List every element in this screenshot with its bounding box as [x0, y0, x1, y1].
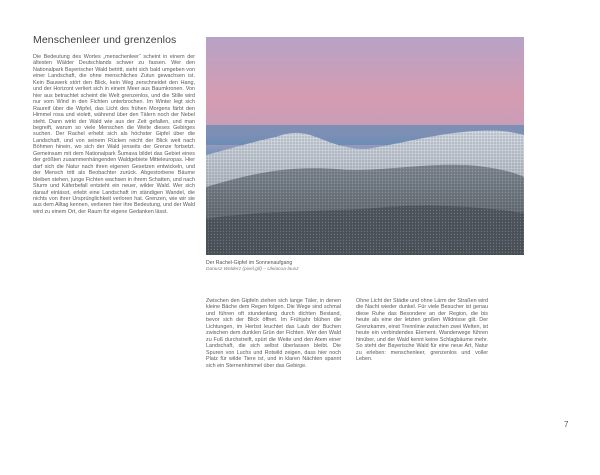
landscape-photo — [206, 37, 524, 255]
body-text-column-right — [356, 298, 488, 382]
body-paragraph: Zwischen den Gipfeln ziehen sich lange Täler, in denen kleine Bäche dem Regen folgen. Die Wege sind schmal und führen oft stundenlang durch dichten Bestand, bevor sich der Blick öffnet. Im Frühjahr blühen die Lichtungen, im Herbst leuchtet das Laub der Buchen zwischen dem dunklen Grün der Fichten. Wer den Wald zu Fuß durchstreift, spürt die Weite und den Atem einer Landschaft, die sich selbst überlassen bleibt. Die Spuren von Luchs und Rotwild zeigen, dass hier noch Platz für wilde Tiere ist, und in klaren Nächten spannt sich ein Sternenhimmel über das Gebirge. — [206, 298, 341, 369]
photo-credit: Dariusz Walderz (pixel,gif) – Uleiacoa-lausz — [206, 266, 299, 272]
photo-caption-block — [206, 260, 406, 273]
photo-caption: Der Rachel-Gipfel im Sonnenaufgang — [206, 260, 293, 266]
page-number: 7 — [564, 420, 569, 429]
body-text-column-middle — [206, 298, 341, 382]
body-paragraph: Ohne Licht der Städte und ohne Lärm der Straßen wird die Nacht wieder dunkel. Für viele Besucher ist genau diese Ruhe das Besondere an der Region, die bis heute als eine der letzten großen Wildnisse gilt. Der Grenzkamm, einst Trennlinie zwischen zwei Welten, ist heute ein verbindendes Element. Wanderwege führen hinüber, und der Wald kennt keine Schlagbäume mehr. So steht der Bayerische Wald für eine neue Art, Natur zu erleben: menschenleer, grenzenlos und voller Leben. — [356, 298, 488, 363]
body-text-column-left — [33, 54, 195, 382]
body-paragraph: Die Bedeutung des Wortes „menschenleer“ scheint in einem der ältesten Wälder Deutschlands schwer zu fassen. Wer den Nationalpark Bayerischer Wald betritt, sieht sich bald umgeben von einer Landschaft, die ohne menschliches Zutun gewachsen ist. Kein Bauwerk stört den Blick, kein Weg zerschneidet den Hang, und der Horizont verliert sich in einem Meer aus Baumkronen. Von hier aus betrachtet scheint die Welt grenzenlos, und die Stille wird nur vom Wind in den Fichten unterbrochen. Im Winter legt sich Raureif über die Wipfel, das Licht des frühen Morgens färbt den Himmel rosa und violett, während über den Tälern noch der Nebel steht. Dann wirkt der Wald wie aus der Zeit gefallen, und man begreift, warum so viele Menschen die Weite dieses Gebirges suchen. Der Rachel erhebt sich als höchster Gipfel über die Landschaft, und von seinem Rücken reicht der Blick weit nach Böhmen hinein, wo sich der Wald jenseits der Grenze fortsetzt. Gemeinsam mit dem Nationalpark Šumava bildet das Gebiet eines der größten zusammenhängenden Waldgebiete Mitteleuropas. Hier darf sich die Natur nach ihren eigenen Gesetzen entwickeln, und der Mensch tritt als Beobachter zurück. Abgestorbene Bäume bleiben stehen, junge Fichten wachsen in ihrem Schatten, und nach Sturm und Käferbefall entsteht ein neuer, wilder Wald. Wer sich darauf einlässt, erlebt eine Landschaft im ständigen Wandel, die nichts von ihrer Ursprünglichkeit verloren hat. Grenzen, wie wir sie aus dem Alltag kennen, verlieren hier ihre Bedeutung, und der Wald wird zu einem Ort, der Raum für eigene Gedanken lässt. — [33, 54, 195, 215]
page-title: Menschenleer und grenzenlos — [33, 34, 177, 46]
